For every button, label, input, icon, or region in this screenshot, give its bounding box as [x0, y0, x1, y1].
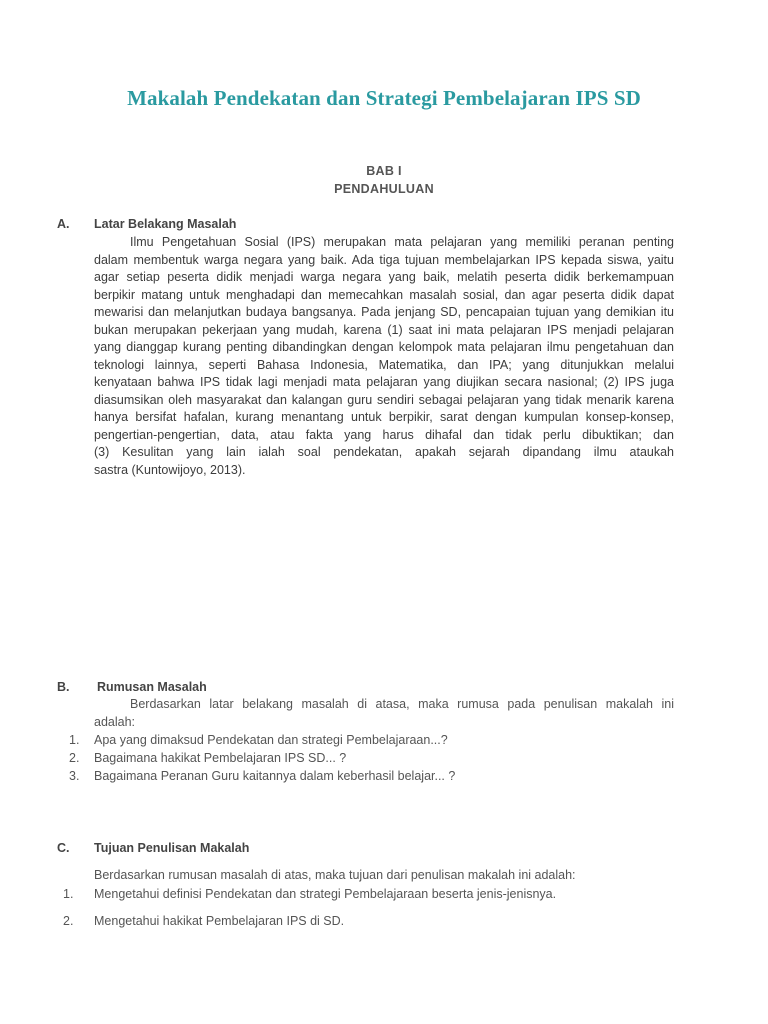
list-item-text: Apa yang dimaksud Pendekatan dan strategi Pembelajaraan...?: [94, 733, 448, 747]
paragraph-line: agar setiap peserta didik menjadi warga negara yang baik, melatih peserta didik berkemampuan: [94, 270, 674, 284]
chapter-name: PENDAHULUAN: [334, 182, 434, 196]
intro-line: Berdasarkan latar belakang masalah di atasa, maka rumusa pada penulisan makalah ini: [130, 697, 674, 711]
paragraph-line: berpikir matang untuk menghadapi dan memecahkan masalah sosial, dan agar peserta didik dapat: [94, 287, 674, 302]
paragraph-line: teknologi lainnya, seperti Bahasa Indonesia, Matematika, dan IPA; yang ditunjukkan melalui: [94, 357, 674, 372]
section-c-letter: C.: [57, 841, 70, 855]
section-c-heading: Tujuan Penulisan Makalah: [94, 841, 250, 855]
section-b-heading: Rumusan Masalah: [97, 680, 207, 694]
paragraph-line: pengertian-pengertian, data, atau fakta yang harus dihafal dan tidak perlu dibuktikan; dan: [94, 427, 674, 442]
list-item-text: Mengetahui hakikat Pembelajaran IPS di SD.: [94, 914, 345, 928]
paragraph-line: (3) Kesulitan yang lain ialah soal pendekatan, apakah sejarah dipandang ilmu ataukah: [94, 445, 674, 459]
paragraph-line: sastra (Kuntowijoyo, 2013).: [94, 462, 246, 477]
section-a-heading: Latar Belakang Masalah: [94, 217, 237, 231]
list-item-number: 1.: [63, 887, 74, 901]
list-item-number: 1.: [69, 733, 80, 747]
section-a-letter: A.: [57, 217, 70, 231]
paragraph-line: diasumsikan oleh masyarakat dan kalangan guru sendiri sebagai pelajaran yang tidak menarik karena: [94, 392, 674, 407]
paragraph-line: kenyataan bahwa IPS tidak lagi menjadi mata pelajaran yang diujikan secara nasional; (2) IPS juga: [94, 375, 674, 389]
document-title: Makalah Pendekatan dan Strategi Pembelajaran IPS SD: [127, 86, 641, 110]
list-item-text: Bagaimana Peranan Guru kaitannya dalam keberhasil belajar... ?: [94, 769, 456, 783]
list-item-number: 2.: [63, 914, 74, 928]
paragraph-line: mewarisi dan melanjutkan budaya bangsanya. Pada jenjang SD, pencapaian tujuan yang demikian itu: [94, 305, 674, 319]
list-item-number: 3.: [69, 769, 80, 783]
chapter-number: BAB I: [366, 164, 402, 178]
paragraph-line: bukan merupakan pekerjaan yang mudah, karena (1) saat ini mata pelajaran IPS menjadi pelajaran: [94, 322, 674, 337]
section-c-intro: Berdasarkan rumusan masalah di atas, maka tujuan dari penulisan makalah ini adalah:: [94, 868, 576, 882]
section-a-paragraph: [94, 234, 674, 479]
paragraph-line: yang dianggap kurang penting dibandingkan dengan kelompok mata pelajaran ilmu pengetahuan dan: [94, 340, 674, 354]
paragraph-line: hanya bersifat hafalan, kurang menantang untuk berpikir, sarat dengan kumpulan konsep-konsep,: [94, 410, 674, 424]
paragraph-line: Ilmu Pengetahuan Sosial (IPS) merupakan mata pelajaran yang memiliki peranan penting: [130, 235, 674, 249]
list-item-number: 2.: [69, 751, 80, 765]
intro-line: adalah:: [94, 714, 136, 729]
list-item-text: Bagaimana hakikat Pembelajaran IPS SD... ?: [94, 751, 347, 765]
paragraph-line: dalam membentuk warga negara yang baik. Ada tiga tujuan membelajarkan IPS kepada siswa, yaitu: [94, 252, 674, 267]
section-b-letter: B.: [57, 680, 70, 694]
section-b-intro: [94, 696, 674, 731]
list-item-text: Mengetahui definisi Pendekatan dan strategi Pembelajaraan beserta jenis-jenisnya.: [94, 887, 557, 901]
